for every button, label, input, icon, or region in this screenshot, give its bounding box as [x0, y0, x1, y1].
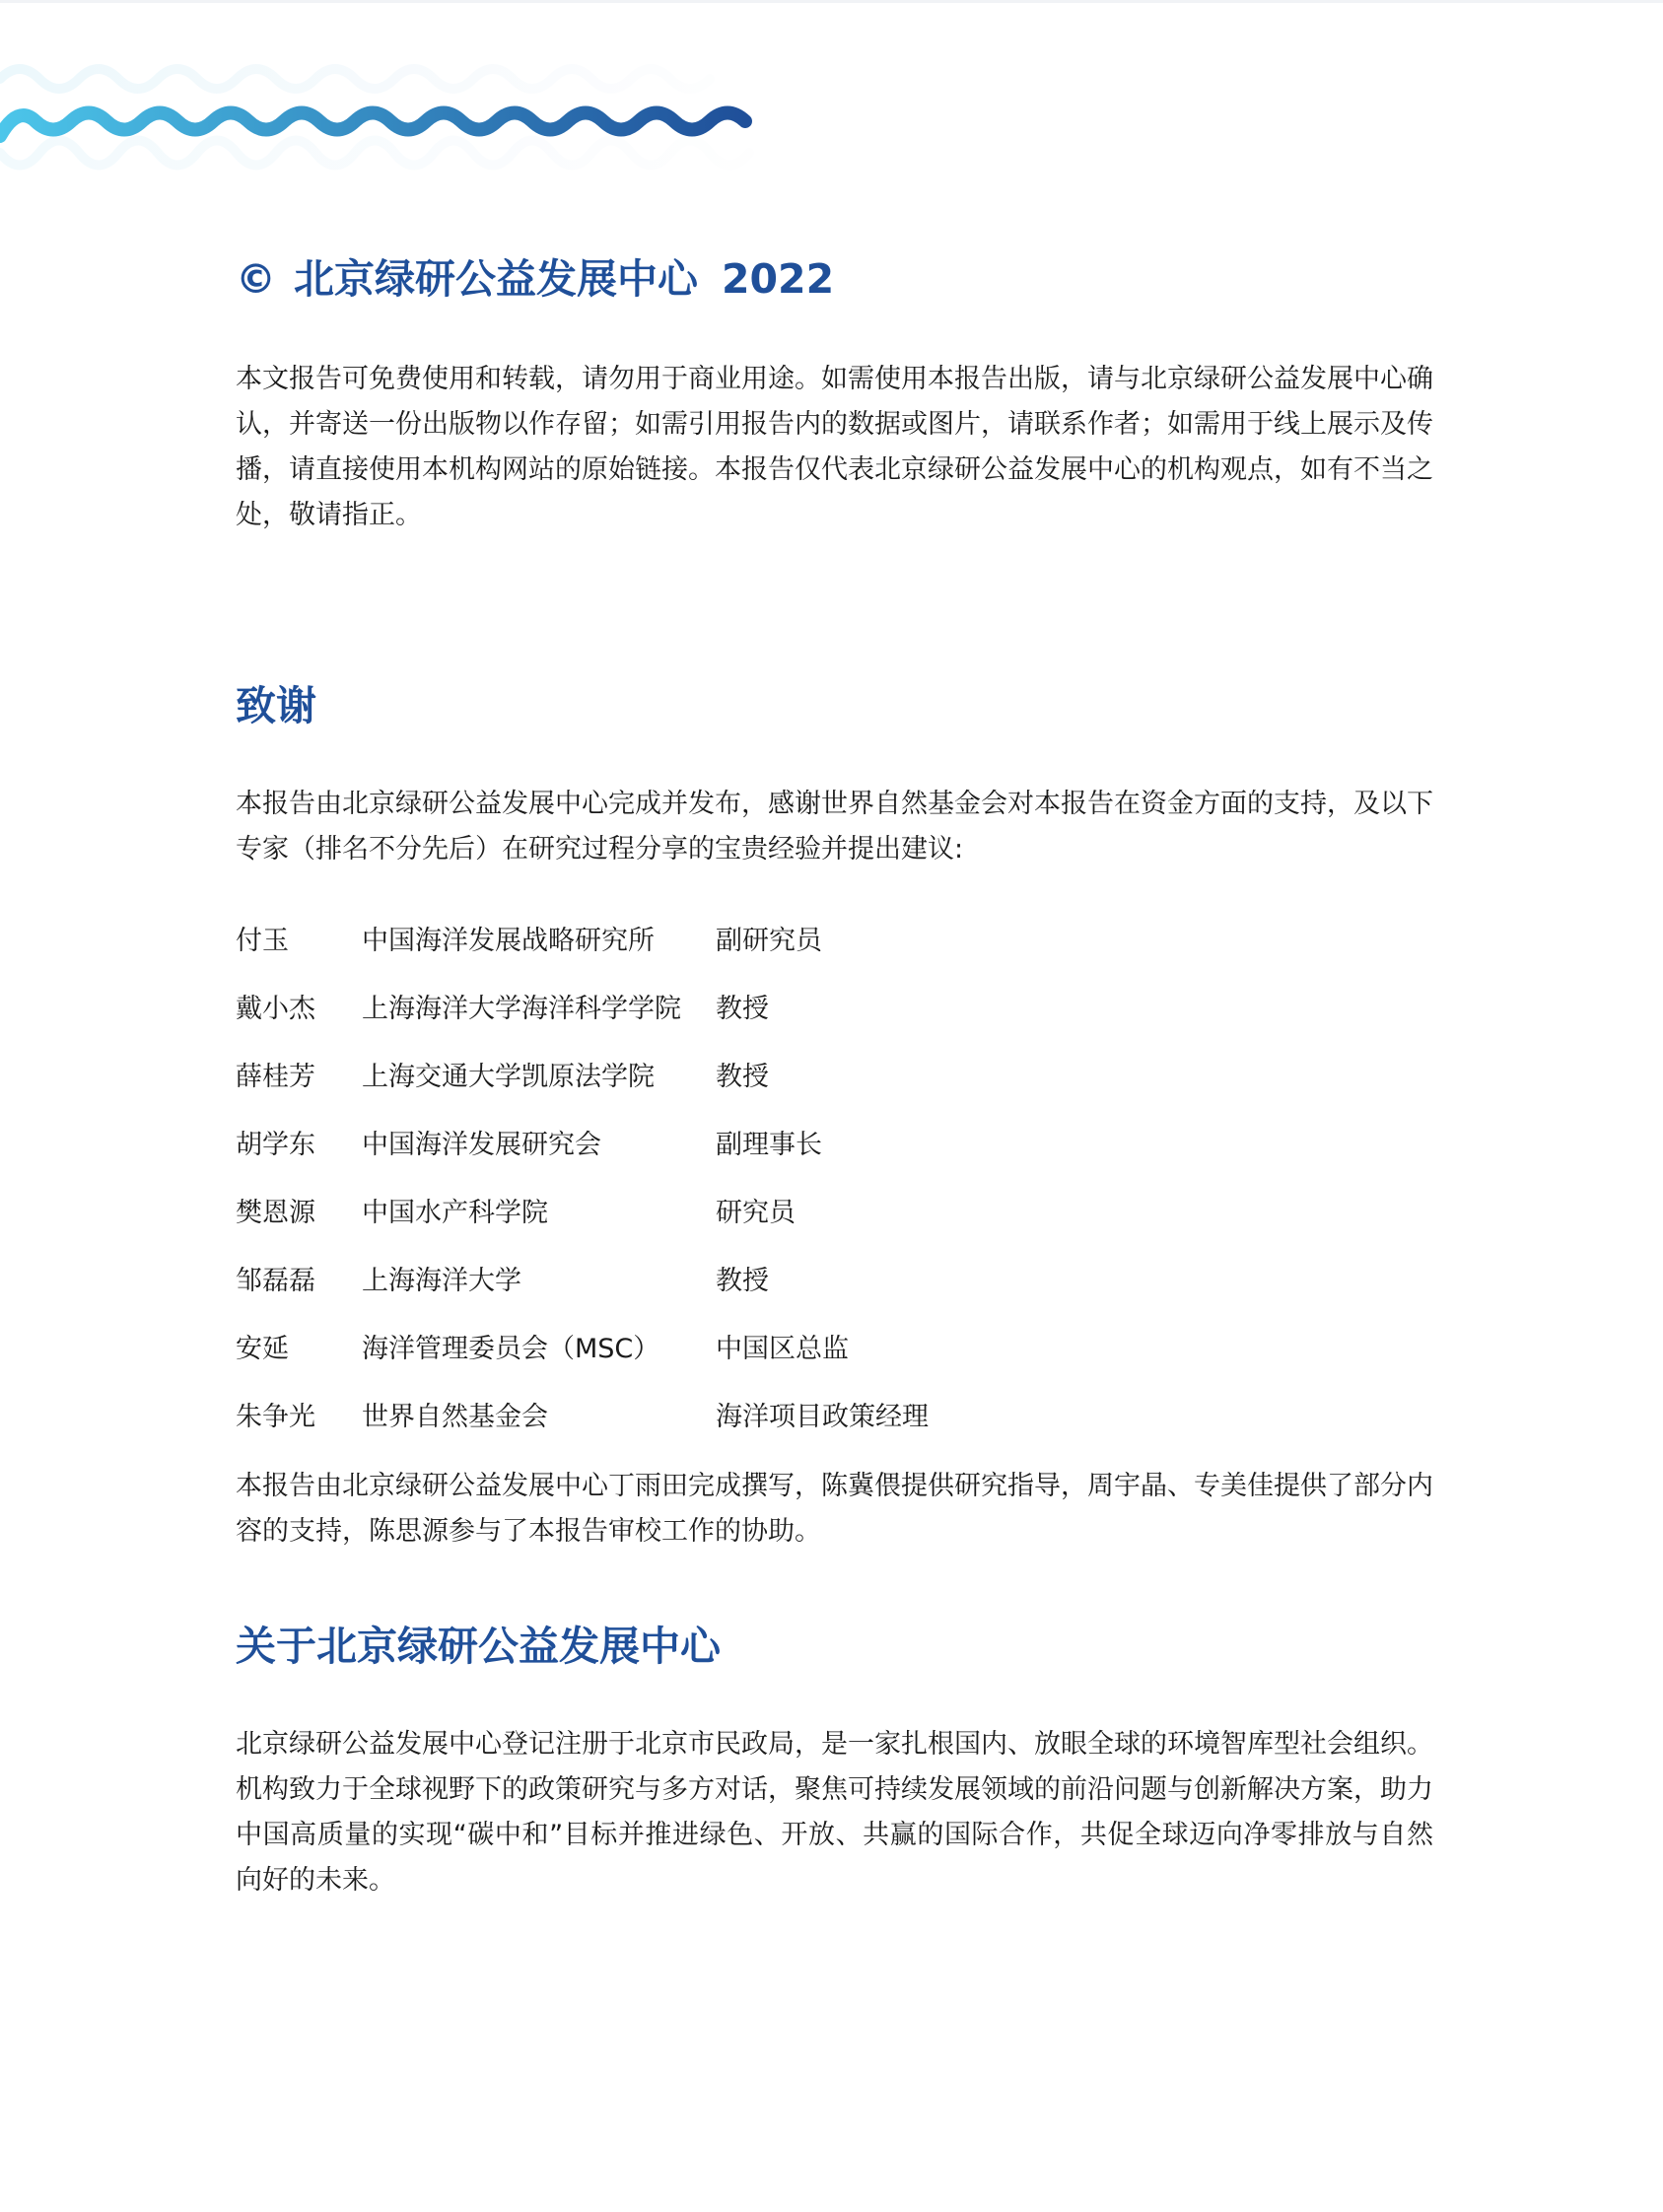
expert-row — [236, 1395, 1433, 1463]
expert-name: 戴小杰 — [236, 994, 315, 1024]
expert-row — [236, 987, 1433, 1055]
experts-list — [236, 919, 1433, 1463]
expert-name: 朱争光 — [236, 1402, 315, 1432]
expert-name: 付玉 — [236, 926, 289, 956]
expert-org: 上海海洋大学海洋科学学院 — [362, 994, 681, 1024]
wave-decoration — [0, 20, 789, 246]
expert-title: 教授 — [716, 1062, 769, 1092]
expert-row — [236, 919, 1433, 987]
expert-row — [236, 1327, 1433, 1395]
about-text: 北京绿研公益发展中心登记注册于北京市民政局，是一家扎根国内、放眼全球的环境智库型社会组织。机构致力于全球视野下的政策研究与多方对话，聚焦可持续发展领域的前沿问题与创新解决方案，助力中国高质量的实现“碳中和”目标并推进绿色、开放、共赢的国际合作，共促全球迈向净零排放与自然向好的未来。 — [236, 1729, 1433, 1896]
copyright-org: 北京绿研公益发展中心 — [294, 255, 698, 303]
expert-org: 海洋管理委员会（MSC） — [362, 1334, 660, 1364]
copyright-year: 2022 — [722, 255, 835, 303]
expert-name: 樊恩源 — [236, 1198, 315, 1228]
about-heading: 关于北京绿研公益发展中心 — [236, 1623, 721, 1670]
expert-title: 副理事长 — [716, 1130, 822, 1160]
expert-org: 中国海洋发展战略研究所 — [362, 926, 655, 956]
expert-title: 副研究员 — [716, 926, 822, 956]
expert-title: 教授 — [716, 994, 769, 1024]
expert-org: 中国海洋发展研究会 — [362, 1130, 601, 1160]
acknowledgements-intro: 本报告由北京绿研公益发展中心完成并发布，感谢世界自然基金会对本报告在资金方面的支持，及以下专家（排名不分先后）在研究过程分享的宝贵经验并提出建议: — [236, 789, 1433, 864]
expert-org: 中国水产科学院 — [362, 1198, 548, 1228]
acknowledgements-heading: 致谢 — [236, 682, 316, 729]
copyright-symbol: © — [236, 255, 276, 303]
copyright-text: 本文报告可免费使用和转载，请勿用于商业用途。如需使用本报告出版，请与北京绿研公益发展中心确认，并寄送一份出版物以作存留；如需引用报告内的数据或图片，请联系作者；如需用于线上展示及传播，请直接使用本机构网站的原始链接。本报告仅代表北京绿研公益发展中心的机构观点，如有不当之处，敬请指正。 — [236, 364, 1433, 530]
expert-title: 教授 — [716, 1266, 769, 1296]
expert-title: 研究员 — [716, 1198, 796, 1228]
expert-org: 上海海洋大学 — [362, 1266, 521, 1296]
expert-title: 中国区总监 — [716, 1334, 849, 1364]
expert-name: 薛桂芳 — [236, 1062, 315, 1092]
expert-org: 上海交通大学凯原法学院 — [362, 1062, 655, 1092]
copyright-heading — [236, 246, 834, 305]
acknowledgements-closing: 本报告由北京绿研公益发展中心丁雨田完成撰写，陈冀偎提供研究指导，周宇晶、专美佳提供了部分内容的支持，陈思源参与了本报告审校工作的协助。 — [236, 1471, 1433, 1547]
expert-row — [236, 1259, 1433, 1327]
expert-row — [236, 1191, 1433, 1259]
top-divider — [0, 0, 1663, 3]
expert-name: 安延 — [236, 1334, 289, 1364]
expert-org: 世界自然基金会 — [362, 1402, 548, 1432]
expert-name: 胡学东 — [236, 1130, 315, 1160]
expert-row — [236, 1055, 1433, 1123]
expert-name: 邹磊磊 — [236, 1266, 315, 1296]
expert-title: 海洋项目政策经理 — [716, 1402, 929, 1432]
expert-row — [236, 1123, 1433, 1191]
